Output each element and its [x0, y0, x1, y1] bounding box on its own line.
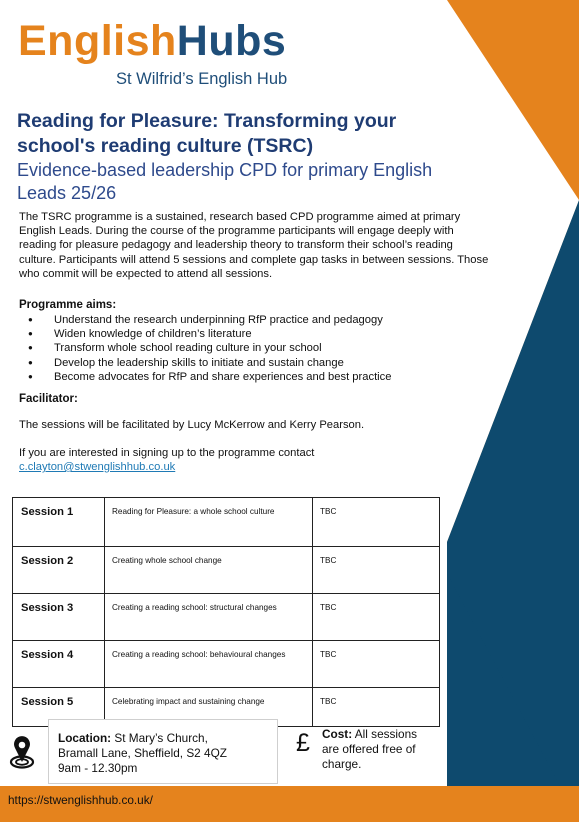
- pound-icon: £: [296, 729, 310, 757]
- table-row: [13, 641, 440, 688]
- session-name: Session 3: [13, 594, 105, 641]
- session-name: Session 5: [13, 688, 105, 727]
- cost-description: All sessions are offered free of charge.: [322, 727, 418, 771]
- aims-heading: Programme aims:: [19, 299, 117, 311]
- intro-paragraph: The TSRC programme is a sustained, research based CPD programme aimed at primary English Leads. During the course of the programme participants will engage deeply with reading for pleasure pedagogy and leadership theory to transform their school’s reading culture. Participants will attend 5 sessions and complete gap tasks in between sessions. Those who commit will be expected to attend all sessions.: [19, 211, 489, 280]
- session-name: Session 4: [13, 641, 105, 688]
- logo-word-english: English: [18, 17, 177, 65]
- session-date: TBC: [313, 688, 440, 727]
- aims-list-item: ● Transform whole school reading culture in your school: [19, 341, 391, 355]
- page-title: Reading for Pleasure: Transforming your school's reading culture (TSRC): [17, 110, 397, 157]
- session-title: Celebrating impact and sustaining change: [105, 688, 313, 727]
- aims-list-item: ● Become advocates for RfP and share experiences and best practice: [19, 370, 391, 384]
- session-title: Reading for Pleasure: a whole school culture: [105, 498, 313, 547]
- contact-block: [19, 446, 314, 474]
- location-line-2: Bramall Lane, Sheffield, S2 4QZ: [58, 746, 227, 760]
- aims-list-item: ● Widen knowledge of children’s literature: [19, 327, 391, 341]
- aims-list: [19, 313, 391, 384]
- contact-email-link[interactable]: c.clayton@stwenglishhub.co.uk: [19, 461, 176, 473]
- logo-word-hubs: Hubs: [176, 17, 287, 65]
- location-label: Location:: [58, 731, 112, 745]
- session-date: TBC: [313, 594, 440, 641]
- session-name: Session 2: [13, 547, 105, 594]
- website-link[interactable]: https://stwenglishhub.co.uk/: [8, 793, 153, 807]
- location-time: 9am - 12.30pm: [58, 761, 138, 775]
- aims-list-item: ● Develop the leadership skills to initiate and sustain change: [19, 356, 391, 370]
- cost-text: [322, 727, 434, 772]
- logo-wordmark: [18, 16, 286, 66]
- location-venue: St Mary’s Church,: [111, 731, 208, 745]
- location-line-1: [58, 731, 227, 746]
- facilitator-text: The sessions will be facilitated by Lucy McKerrow and Kerry Pearson.: [19, 419, 365, 431]
- sessions-table: [12, 497, 440, 727]
- table-row: [13, 594, 440, 641]
- table-row: [13, 498, 440, 547]
- location-pin-icon: [9, 735, 35, 771]
- session-date: TBC: [313, 547, 440, 594]
- session-title: Creating a reading school: structural changes: [105, 594, 313, 641]
- session-date: TBC: [313, 641, 440, 688]
- facilitator-heading: Facilitator:: [19, 393, 78, 405]
- page-subtitle: Evidence-based leadership CPD for primary English Leads 25/26: [17, 160, 433, 203]
- session-name: Session 1: [13, 498, 105, 547]
- english-hubs-logo: [14, 8, 344, 98]
- session-title: Creating whole school change: [105, 547, 313, 594]
- session-title: Creating a reading school: behavioural changes: [105, 641, 313, 688]
- aims-list-item: ● Understand the research underpinning RfP practice and pedagogy: [19, 313, 391, 327]
- cost-label: Cost:: [322, 727, 353, 741]
- logo-subtitle: St Wilfrid’s English Hub: [116, 70, 288, 88]
- session-date: TBC: [313, 498, 440, 547]
- contact-text: If you are interested in signing up to the programme contact: [19, 447, 315, 459]
- location-text: [58, 731, 227, 776]
- table-row: [13, 547, 440, 594]
